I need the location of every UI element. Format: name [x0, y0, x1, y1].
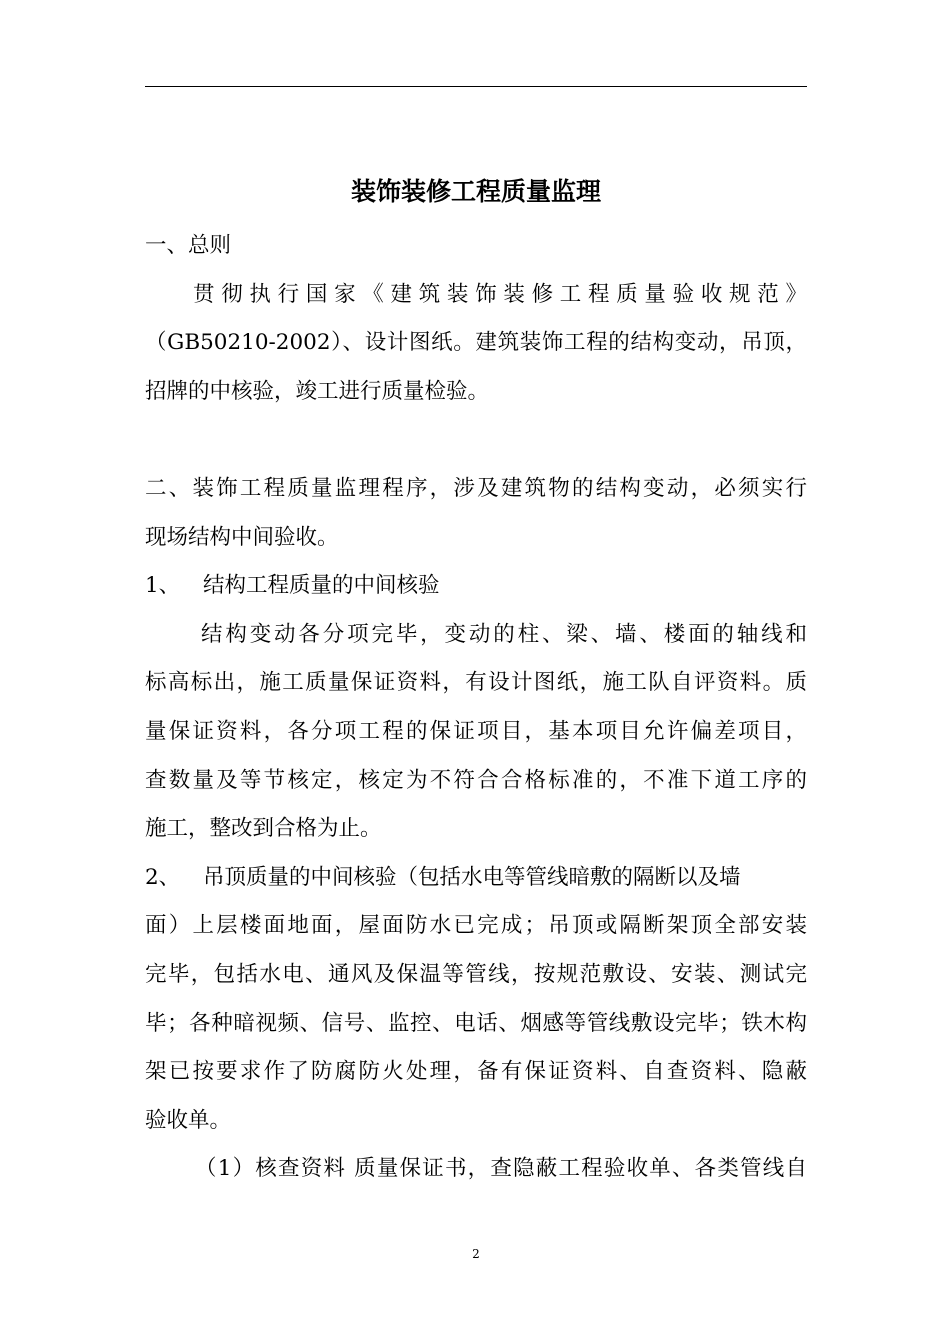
item-heading-text: 吊顶质量的中间核验（包括水电等管线暗敷的隔断以及墙: [203, 864, 741, 890]
paragraph-line: 查数量及等节核定，核定为不符合合格标准的，不准下道工序的: [145, 767, 807, 793]
document-body: [145, 222, 807, 1194]
paragraph-line: 现场结构中间验收。: [145, 524, 339, 550]
paragraph-line: 架已按要求作了防腐防火处理，备有保证资料、自查资料、隐蔽: [145, 1059, 807, 1085]
paragraph-spacer: [145, 416, 807, 465]
sub-item-1: （1）核查资料 质量保证书，查隐蔽工程验收单、各类管线自: [195, 1156, 807, 1182]
paragraph-line: 招牌的中核验，竣工进行质量检验。: [145, 378, 490, 404]
paragraph-line: 贯彻执行国家《建筑装饰装修工程质量验收规范》: [193, 281, 807, 307]
section-heading-general: 一、总则: [145, 233, 232, 258]
item-number: 2、: [145, 864, 181, 890]
item-heading-1: [145, 562, 807, 611]
item-number: 1、: [145, 573, 181, 599]
paragraph-line: 量保证资料，各分项工程的保证项目，基本项目允许偏差项目，: [145, 718, 807, 744]
paragraph-line: （GB50210-2002）、设计图纸。建筑装饰工程的结构变动，吊顶，: [145, 330, 807, 356]
item-heading-2: [145, 854, 807, 903]
paragraph-line: 面）上层楼面地面，屋面防水已完成；吊顶或隔断架顶全部安装: [145, 913, 807, 939]
paragraph-line: 标高标出，施工质量保证资料，有设计图纸，施工队自评资料。质: [145, 670, 807, 696]
section-heading-procedure: 二、装饰工程质量监理程序，涉及建筑物的结构变动，必须实行: [145, 475, 807, 501]
page-number: 2: [472, 1247, 480, 1261]
paragraph-line: 结构变动各分项完毕，变动的柱、梁、墙、楼面的轴线和: [201, 621, 807, 647]
document-title: 装饰装修工程质量监理: [350, 177, 601, 206]
header-rule: [145, 86, 807, 87]
paragraph-line: 毕；各种暗视频、信号、监控、电话、烟感等管线敷设完毕；铁木构: [145, 1010, 807, 1036]
paragraph-line: 施工，整改到合格为止。: [145, 816, 382, 842]
paragraph-line: 完毕，包括水电、通风及保温等管线，按规范敷设、安装、测试完: [145, 961, 807, 987]
paragraph-line: 验收单。: [145, 1107, 232, 1133]
item-heading-text: 结构工程质量的中间核验: [203, 573, 440, 599]
